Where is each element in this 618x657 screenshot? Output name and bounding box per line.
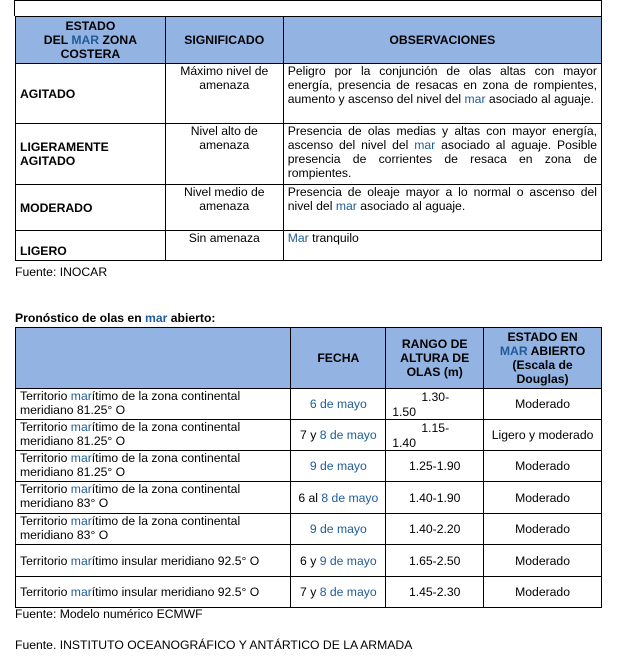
header-estado-line2 (20, 33, 161, 47)
table1-source: Fuente: INOCAR (15, 265, 108, 279)
fecha-highlight: 9 de mayo (309, 459, 367, 473)
territorio-highlight: mar (70, 585, 92, 599)
forecast-heading-highlight: mar (145, 311, 168, 325)
estado-cell: Moderado (484, 577, 602, 608)
table-header-row (16, 328, 602, 389)
territorio-highlight: mar (70, 451, 92, 465)
table-row (16, 124, 602, 185)
previous-table-edge-left (14, 0, 15, 16)
obs-text: Peligro por la conjunción de olas altas con mayor energía, presencia de resacas en zona de rompientes, aumento y ascenso del nivel del (287, 64, 597, 106)
rango-cell: 1.40-2.20 (386, 514, 484, 545)
observaciones-cell (283, 64, 601, 124)
territorio-cell (16, 577, 291, 608)
header-estado-abierto-highlight: MAR (499, 344, 528, 358)
rango-cell: 1.45-2.30 (386, 577, 484, 608)
coastal-sea-state-table (15, 16, 602, 261)
fecha-text: 6 y (300, 553, 320, 568)
observaciones-cell (283, 231, 601, 261)
previous-table-edge-right (601, 0, 602, 16)
fecha-highlight: 8 de mayo (319, 428, 377, 442)
fecha-cell (291, 420, 386, 451)
estado-cell: LIGERO (16, 231, 166, 261)
territorio-text-end: ítimo de la zona continental meridiano 81.25° O (20, 389, 241, 417)
header-estado (16, 17, 166, 64)
territorio-cell (16, 420, 291, 451)
territorio-highlight: mar (70, 514, 92, 528)
territorio-text-end: ítimo de la zona continental meridiano 83° O (20, 514, 241, 542)
table-row (16, 389, 602, 420)
header-estado-abierto-post: ABIERTO (Escala de Douglas) (512, 344, 586, 386)
obs-highlight: mar (414, 138, 436, 152)
territorio-highlight: mar (70, 482, 92, 496)
header-significado: SIGNIFICADO (165, 17, 283, 64)
table-row (16, 231, 602, 261)
forecast-heading-end: abierto: (167, 311, 216, 325)
rango-value-end: 1.40 (392, 436, 416, 450)
rango-cell: 1.40-1.90 (386, 482, 484, 514)
fecha-cell (291, 451, 386, 482)
table-row (16, 514, 602, 545)
territorio-text-end: ítimo de la zona continental meridiano 83° O (20, 482, 241, 510)
territorio-cell (16, 514, 291, 545)
estado-cell: Moderado (484, 451, 602, 482)
forecast-heading (15, 311, 215, 325)
estado-cell: Moderado (484, 389, 602, 420)
header-estado-line3: COSTERA (60, 47, 121, 61)
estado-cell: MODERADO (16, 185, 166, 231)
obs-text: Presencia de olas medias y altas con mayor energía, ascenso del nivel del (287, 124, 597, 152)
observaciones-cell (283, 185, 601, 231)
fecha-cell (291, 389, 386, 420)
territorio-text: Territorio (20, 420, 71, 434)
table-row (16, 451, 602, 482)
fecha-highlight: 9 de mayo (319, 553, 377, 568)
significado-cell: Máximo nivel de amenaza (165, 64, 283, 124)
rango-value-end: 1.50 (392, 405, 416, 419)
fecha-text: 6 al (298, 490, 322, 505)
territorio-text-end: ítimo insular meridiano 92.5° O (91, 585, 260, 599)
header-estado-line1: ESTADO (65, 19, 116, 33)
forecast-heading-text: Pronóstico de olas en (15, 311, 146, 325)
table-row (16, 482, 602, 514)
territorio-cell (16, 389, 291, 420)
obs-highlight: mar (464, 92, 486, 106)
fecha-highlight: 9 de mayo (309, 522, 367, 536)
table-row (16, 64, 602, 124)
final-source: Fuente. INSTITUTO OCEANOGRÁFICO Y ANTÁRTICO DE LA ARMADA (15, 638, 413, 652)
header-observaciones: OBSERVACIONES (283, 17, 601, 64)
table2-source: Fuente: Modelo numérico ECMWF (15, 607, 203, 621)
rango-value-start: 1.15- (421, 421, 450, 435)
fecha-cell (291, 482, 386, 514)
rango-cell (386, 389, 484, 420)
estado-cell: Moderado (484, 482, 602, 514)
table-header-row (16, 17, 602, 64)
header-estado-abierto (484, 328, 602, 389)
significado-cell: Nivel medio de amenaza (165, 185, 283, 231)
rango-cell (386, 420, 484, 451)
obs-text-end: asociado al aguaje. Posible presencia de corrientes de resaca en zona de rompientes. (287, 138, 597, 180)
territorio-text-end: ítimo insular meridiano 92.5° O (91, 553, 260, 568)
obs-text-end: asociado al aguaje. (356, 199, 466, 213)
table-row (16, 420, 602, 451)
territorio-text: Territorio (20, 451, 71, 465)
table-row (16, 577, 602, 608)
territorio-highlight: mar (70, 389, 92, 403)
header-estado-pre: DEL (43, 33, 72, 47)
rango-value-start: 1.30- (421, 390, 450, 404)
estado-cell: Moderado (484, 545, 602, 577)
header-rango: RANGO DE ALTURA DE OLAS (m) (386, 328, 484, 389)
territorio-cell (16, 482, 291, 514)
obs-text-end: tranquilo (308, 231, 359, 245)
significado-cell: Sin amenaza (165, 231, 283, 261)
fecha-text: 7 y (300, 428, 320, 442)
territorio-cell (16, 451, 291, 482)
fecha-cell (291, 577, 386, 608)
fecha-highlight: 8 de mayo (319, 585, 377, 599)
obs-highlight: mar (335, 199, 357, 213)
observaciones-cell (283, 124, 601, 185)
territorio-text-end: ítimo de la zona continental meridiano 81.25° O (20, 451, 241, 479)
header-fecha: FECHA (291, 328, 386, 389)
header-estado-highlight: MAR (71, 33, 100, 47)
territorio-highlight: mar (70, 553, 92, 568)
territorio-text-end: ítimo de la zona continental meridiano 81.25° O (20, 420, 241, 448)
estado-cell: Ligero y moderado (484, 420, 602, 451)
estado-cell: LIGERAMENTE AGITADO (16, 124, 166, 185)
estado-cell: Moderado (484, 514, 602, 545)
header-estado-post: ZONA (99, 33, 138, 47)
previous-table-bottom-border (14, 0, 602, 1)
header-estado-abierto-pre: ESTADO EN (507, 330, 578, 344)
territorio-cell (16, 545, 291, 577)
fecha-highlight: 6 de mayo (309, 397, 367, 411)
territorio-text: Territorio (20, 482, 71, 496)
rango-cell: 1.65-2.50 (386, 545, 484, 577)
rango-cell: 1.25-1.90 (386, 451, 484, 482)
table-row (16, 185, 602, 231)
open-sea-forecast-table (15, 327, 602, 608)
obs-highlight: Mar (287, 231, 309, 245)
fecha-cell (291, 545, 386, 577)
estado-cell: AGITADO (16, 64, 166, 124)
fecha-text: 7 y (300, 585, 320, 599)
territorio-text: Territorio (20, 514, 71, 528)
significado-cell: Nivel alto de amenaza (165, 124, 283, 185)
fecha-cell (291, 514, 386, 545)
territorio-text: Territorio (20, 553, 71, 568)
fecha-highlight: 8 de mayo (321, 490, 379, 505)
territorio-highlight: mar (70, 420, 92, 434)
territorio-text: Territorio (20, 389, 71, 403)
obs-text-end: asociado al aguaje. (485, 92, 594, 106)
territorio-text: Territorio (20, 585, 71, 599)
table-row (16, 545, 602, 577)
obs-text: Presencia de oleaje mayor a lo normal o ascenso del nivel del (287, 185, 597, 213)
header-territorio (16, 328, 291, 389)
